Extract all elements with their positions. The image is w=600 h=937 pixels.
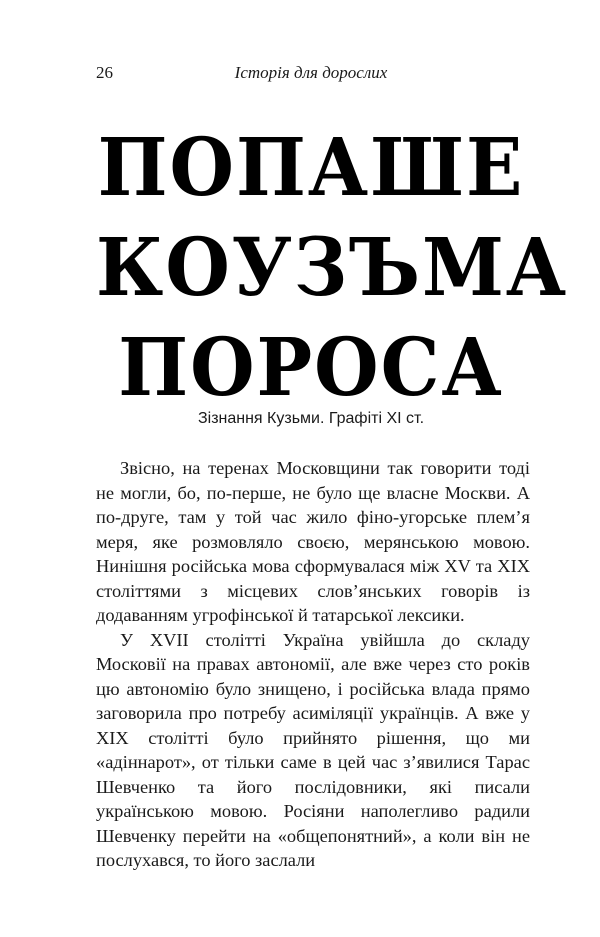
- graffiti-inscription: [96, 118, 569, 418]
- paragraph-2: У XVII столітті Україна увійшла до складу Московії на правах автономії, але вже через сто років цю автономію було знищено, і російська влада прямо заговорила про потребу асиміляції українців. А вже у XIX столітті було прийнято рішення, що ми «адіннарот», от тільки саме в цей час з’явилися Тарас Шевченко та його послідовники, які писали українською мовою. Росіяни наполегливо радили Шевченку перейти на «общепонятний», а коли він не послухався, то його заслали: [96, 629, 530, 870]
- page-number: 26: [96, 63, 113, 82]
- inscription-line-2: КОУЗЪМА: [96, 221, 569, 315]
- body-text: [96, 456, 530, 873]
- paragraph-1: Звісно, на теренах Московщини так говорити тоді не могли, бо, по-перше, не було ще власне Москви. А по-друге, там у той час жило фіно-угорське плем’я меря, яке розмовляло своєю, мерянською мовою. Нинішня російська мова сформувалася між XV та XIX століттями з місцевих слов’янських говорів із додаванням угрофінської й татарської лексики.: [96, 458, 530, 625]
- running-head: [96, 63, 526, 87]
- inscription-line-1: ПОПАШЕ: [97, 121, 525, 215]
- inscription-line-3: ПОРОСА: [118, 321, 504, 415]
- book-title: Історія для дорослих: [234, 63, 388, 82]
- figure-caption: Зізнання Кузьми. Графіті XI ст.: [197, 410, 425, 427]
